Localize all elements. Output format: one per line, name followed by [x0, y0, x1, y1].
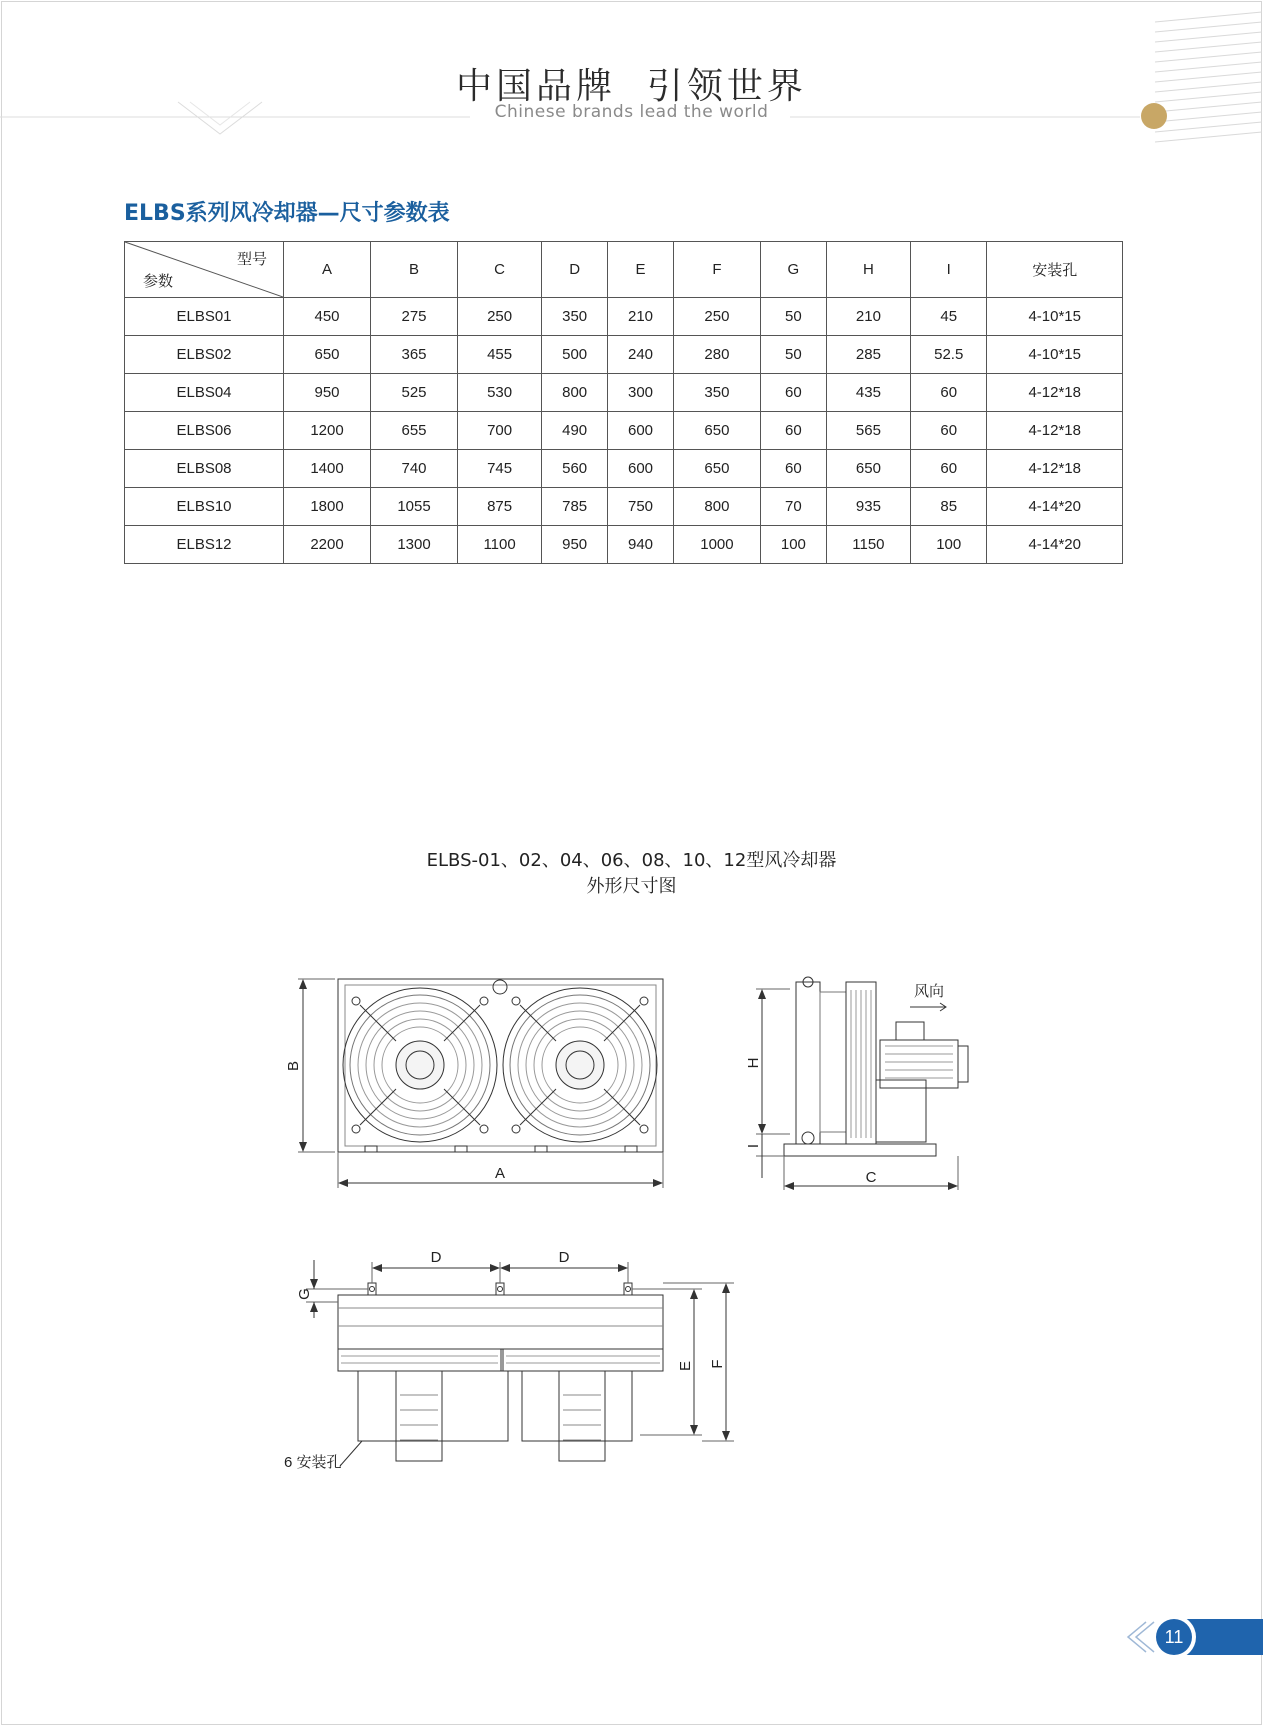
airflow-label: 风向 — [914, 983, 945, 1000]
value-cell: 350 — [542, 298, 608, 336]
chevron-left-icon — [1136, 1622, 1154, 1652]
value-cell: 600 — [608, 450, 674, 488]
value-cell: 875 — [458, 488, 542, 526]
model-cell: ELBS02 — [125, 336, 284, 374]
value-cell: 740 — [371, 450, 458, 488]
value-cell: 800 — [673, 488, 760, 526]
value-cell: 85 — [911, 488, 987, 526]
corner-label-model: 型号 — [236, 251, 267, 268]
value-cell: 745 — [458, 450, 542, 488]
value-cell: 1200 — [284, 412, 371, 450]
column-header: 安装孔 — [987, 242, 1123, 298]
page-footer — [0, 1600, 1263, 1726]
value-cell: 60 — [911, 374, 987, 412]
value-cell: 560 — [542, 450, 608, 488]
dim-label-b: B — [285, 1060, 302, 1072]
value-cell: 525 — [371, 374, 458, 412]
corner-label-param: 参数 — [143, 273, 174, 290]
value-cell: 100 — [760, 526, 826, 564]
model-cell: ELBS06 — [125, 412, 284, 450]
value-cell: 60 — [760, 450, 826, 488]
value-cell: 1300 — [371, 526, 458, 564]
dim-label-c: C — [865, 1169, 877, 1186]
front-view — [285, 979, 663, 1188]
value-cell: 4-12*18 — [987, 412, 1123, 450]
fan-right-icon — [503, 988, 657, 1142]
model-cell: ELBS08 — [125, 450, 284, 488]
dim-label-g: G — [296, 1288, 313, 1300]
value-cell: 275 — [371, 298, 458, 336]
value-cell: 950 — [542, 526, 608, 564]
value-cell: 1150 — [826, 526, 910, 564]
dim-label-e: E — [677, 1360, 694, 1372]
brand-badge-icon — [493, 980, 507, 994]
value-cell: 4-12*18 — [987, 450, 1123, 488]
value-cell: 1100 — [458, 526, 542, 564]
mount-holes-label: 6 安装孔 — [284, 1454, 342, 1471]
value-cell: 50 — [760, 336, 826, 374]
top-view — [284, 1249, 734, 1471]
table-row — [125, 412, 1123, 450]
value-cell: 300 — [608, 374, 674, 412]
value-cell: 4-10*15 — [987, 298, 1123, 336]
value-cell: 4-12*18 — [987, 374, 1123, 412]
value-cell: 565 — [826, 412, 910, 450]
drawing-title — [0, 848, 1263, 900]
side-view — [745, 977, 968, 1190]
table-header-row — [125, 242, 1123, 298]
value-cell: 455 — [458, 336, 542, 374]
drawing-title-line1: ELBS-01、02、04、06、08、10、12型风冷却器 — [426, 850, 837, 871]
value-cell: 4-14*20 — [987, 488, 1123, 526]
value-cell: 600 — [608, 412, 674, 450]
value-cell: 45 — [911, 298, 987, 336]
column-header: E — [608, 242, 674, 298]
value-cell: 1400 — [284, 450, 371, 488]
value-cell: 655 — [371, 412, 458, 450]
value-cell: 350 — [673, 374, 760, 412]
column-header: B — [371, 242, 458, 298]
model-cell: ELBS12 — [125, 526, 284, 564]
value-cell: 70 — [760, 488, 826, 526]
value-cell: 940 — [608, 526, 674, 564]
value-cell: 800 — [542, 374, 608, 412]
column-header: H — [826, 242, 910, 298]
value-cell: 50 — [760, 298, 826, 336]
value-cell: 785 — [542, 488, 608, 526]
section-title: ELBS系列风冷却器—尺寸参数表 — [124, 201, 450, 226]
column-header: D — [542, 242, 608, 298]
value-cell: 450 — [284, 298, 371, 336]
fan-left-icon — [343, 988, 497, 1142]
value-cell: 240 — [608, 336, 674, 374]
column-header: G — [760, 242, 826, 298]
column-header: A — [284, 242, 371, 298]
value-cell: 700 — [458, 412, 542, 450]
value-cell: 100 — [911, 526, 987, 564]
model-cell: ELBS10 — [125, 488, 284, 526]
value-cell: 490 — [542, 412, 608, 450]
table-row — [125, 450, 1123, 488]
table-row — [125, 298, 1123, 336]
footer-decoration — [0, 1600, 1263, 1726]
value-cell: 52.5 — [911, 336, 987, 374]
value-cell: 1800 — [284, 488, 371, 526]
dimension-table — [124, 241, 1123, 564]
table-row — [125, 374, 1123, 412]
value-cell: 4-10*15 — [987, 336, 1123, 374]
drawing-title-line2: 外形尺寸图 — [586, 876, 677, 897]
header-title-cn: 中国品牌 引领世界 — [456, 66, 807, 107]
value-cell: 210 — [608, 298, 674, 336]
dim-label-i: I — [745, 1143, 762, 1149]
value-cell: 2200 — [284, 526, 371, 564]
value-cell: 650 — [284, 336, 371, 374]
dim-label-h: H — [745, 1057, 762, 1069]
page-number: 11 — [1164, 1627, 1184, 1647]
value-cell: 250 — [673, 298, 760, 336]
value-cell: 60 — [911, 450, 987, 488]
value-cell: 210 — [826, 298, 910, 336]
model-cell: ELBS01 — [125, 298, 284, 336]
dim-label-f: F — [709, 1359, 726, 1369]
value-cell: 950 — [284, 374, 371, 412]
column-header: I — [911, 242, 987, 298]
value-cell: 60 — [760, 374, 826, 412]
value-cell: 4-14*20 — [987, 526, 1123, 564]
value-cell: 435 — [826, 374, 910, 412]
value-cell: 250 — [458, 298, 542, 336]
value-cell: 650 — [826, 450, 910, 488]
value-cell: 935 — [826, 488, 910, 526]
value-cell: 60 — [911, 412, 987, 450]
page-header — [0, 0, 1263, 160]
value-cell: 280 — [673, 336, 760, 374]
value-cell: 285 — [826, 336, 910, 374]
column-header: F — [673, 242, 760, 298]
value-cell: 750 — [608, 488, 674, 526]
table-row — [125, 526, 1123, 564]
value-cell: 1000 — [673, 526, 760, 564]
value-cell: 500 — [542, 336, 608, 374]
column-header: C — [458, 242, 542, 298]
table-row — [125, 336, 1123, 374]
value-cell: 530 — [458, 374, 542, 412]
table-body — [125, 298, 1123, 564]
technical-drawing — [0, 960, 1263, 1480]
dim-label-d-right: D — [558, 1249, 570, 1266]
value-cell: 1055 — [371, 488, 458, 526]
dim-label-a: A — [494, 1165, 506, 1182]
table-row — [125, 488, 1123, 526]
model-cell: ELBS04 — [125, 374, 284, 412]
value-cell: 650 — [673, 450, 760, 488]
dim-label-d-left: D — [430, 1249, 442, 1266]
value-cell: 60 — [760, 412, 826, 450]
table-corner-cell — [125, 242, 284, 298]
header-title-en: Chinese brands lead the world — [494, 102, 769, 122]
value-cell: 365 — [371, 336, 458, 374]
value-cell: 650 — [673, 412, 760, 450]
